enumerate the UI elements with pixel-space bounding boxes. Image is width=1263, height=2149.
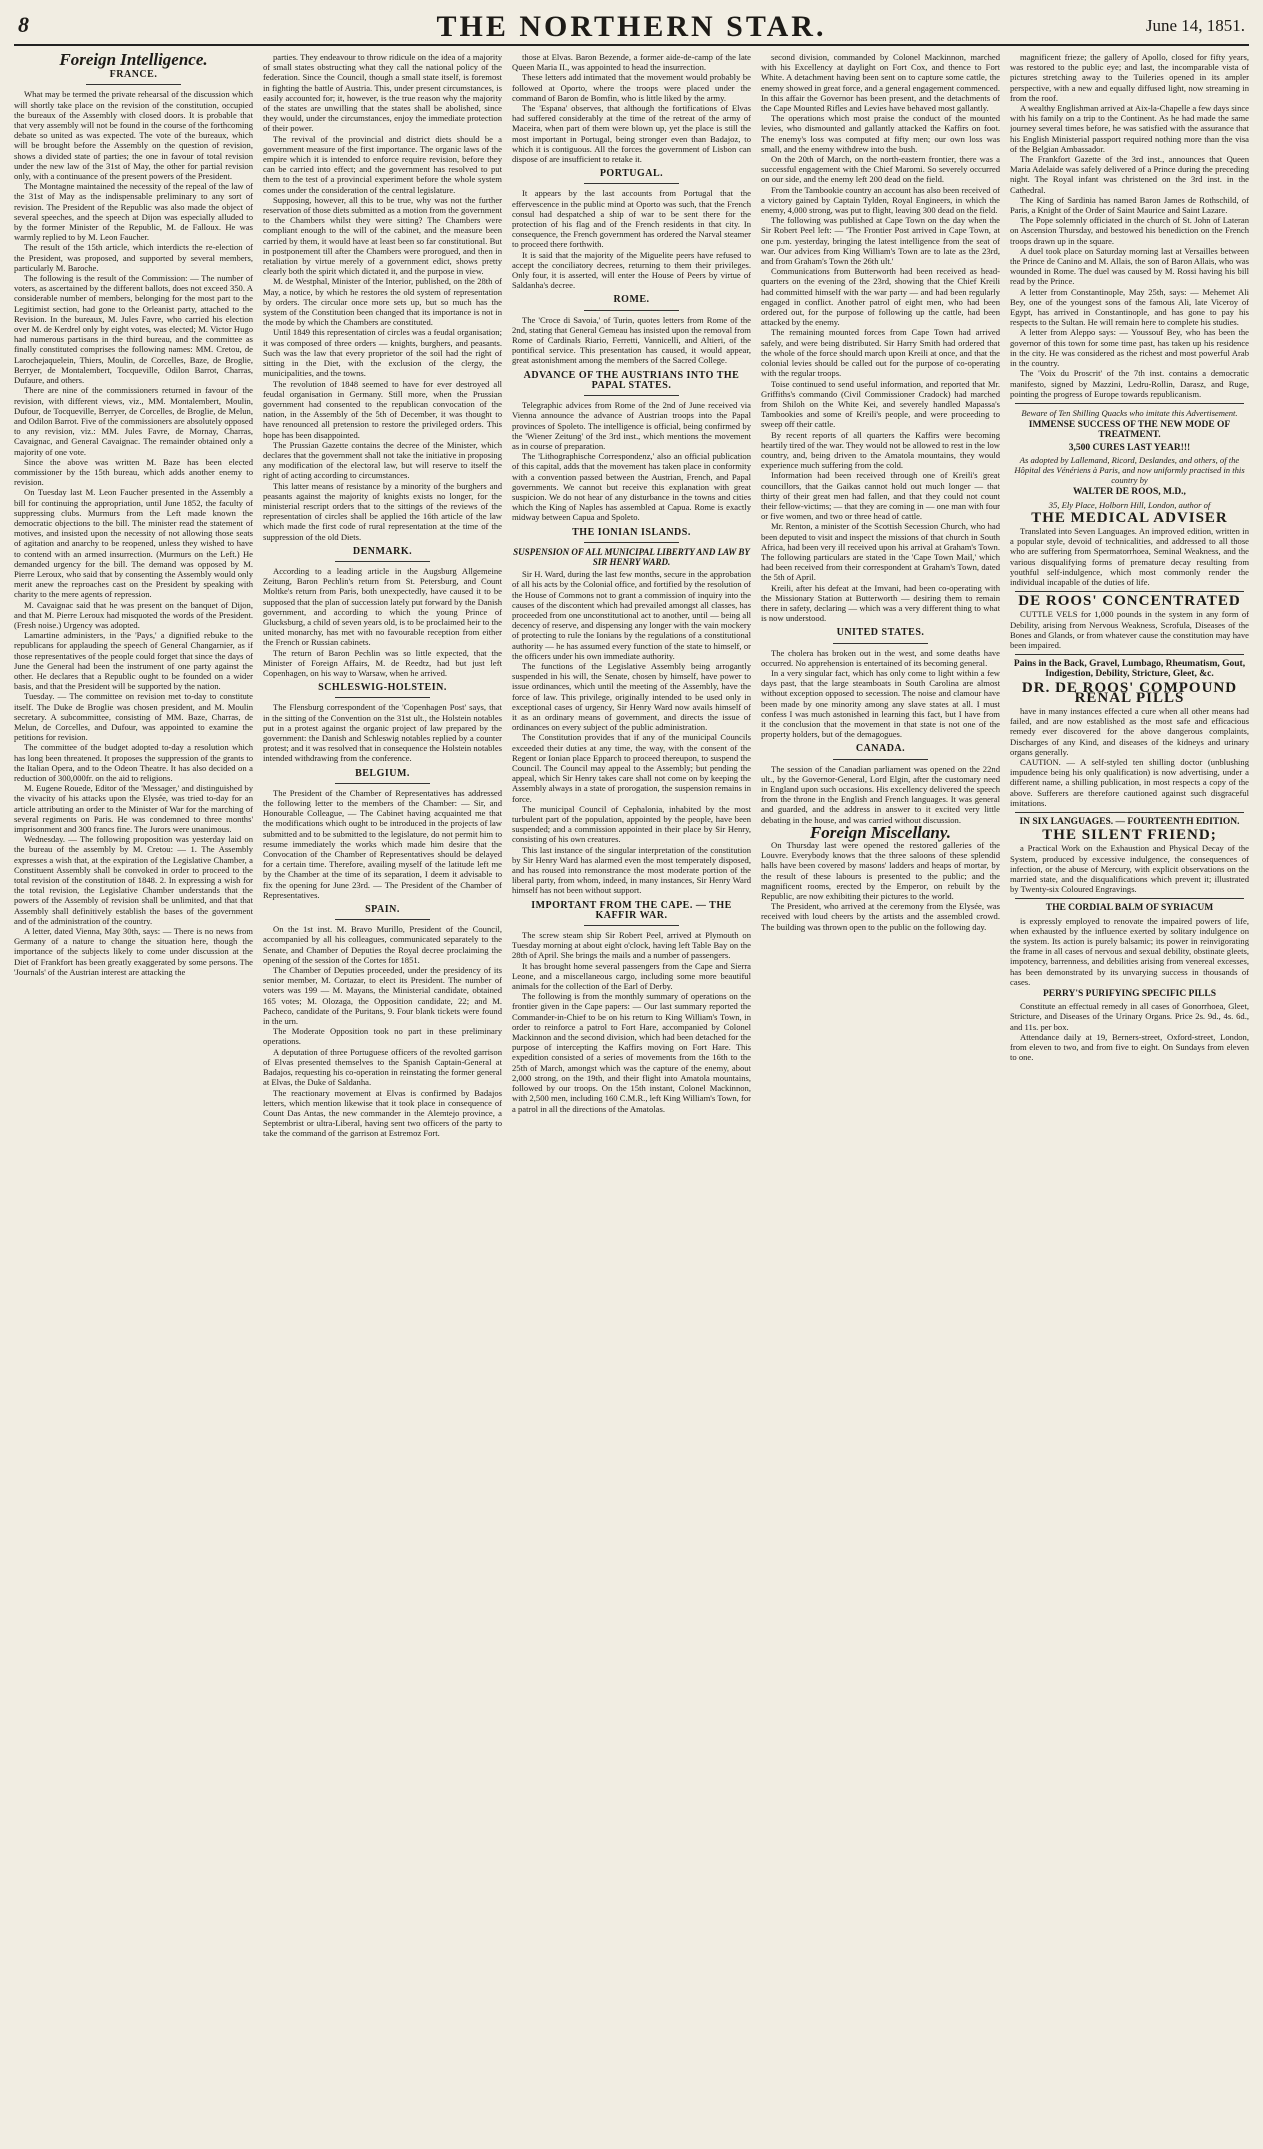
divider [335,561,431,562]
divider [584,925,680,926]
article-paragraph: Attendance daily at 19, Berners-street, Oxford-street, London, from eleven to two, and from five to eight. On Sundays from eleven to one. [1010,1031,1249,1063]
article-paragraph: Since the above was written M. Baze has been elected commissioner by the 15th bureau, which adds another enemy to revision. [14,456,253,488]
divider [86,84,182,85]
article-paragraph: The result of the 15th article, which interdicts the re-election of the President, was proposed, and supported by several members, particularly M. Baroche. [14,242,253,273]
article-paragraph: A wealthy Englishman arrived at Aix-la-Chapelle a few days since with his family on a trip to the Continent. As he had made the same journey several times before, he was satisfied with the assurance that his English Ministerial passport required nothing more than the visa of the Belgian Ambassador. [1010,103,1249,154]
column-grid [14,52,1249,2125]
newspaper-page [14,10,1249,2125]
ad-caps-line: PERRY'S PURIFYING SPECIFIC PILLS [1042,989,1217,1000]
section-heading: Foreign Miscellany. [809,822,952,842]
article-paragraph: M. Eugene Rouede, Editor of the 'Messager,' and distinguished by the vivacity of his attacks upon the Elysée, was tried to-day for an article attributing an order to the Minister of War for the marching of several regiments on Paris. He was condemned to three months' imprisonment and 300 francs fine. The Jurors were unanimous. [14,783,253,835]
article-headline: PORTUGAL. [599,168,664,180]
article-paragraph: According to a leading article in the Augsburg Allgemeine Zeitung, Baron Pechlin's return from St. Petersburg, and Count Moltke's return from Paris, both unexpectedly, have caused it to be supposed that the plan of succession lately put forward by the Danish government, and according to which the young Prince of Glucksburg, a child of seven years old, is to be proclaimed heir to the united monarchy, has met with no favourable reception from either the French or Russian cabinets. [263,565,502,648]
article-paragraph: A letter from Constantinople, May 25th, says: — Mehemet Ali Bey, one of the youngest sons of the famous Ali, late Viceroy of Egypt, has arrived in Constantinople, and has gone to pay his respects to the Sultan. He will remain here to complete his studies. [1010,286,1249,328]
article-headline: SPAIN. [365,904,400,916]
article-paragraph: The cholera has broken out in the west, and some deaths have occurred. No apprehension is entertained of its becoming general. [761,647,1000,668]
article-headline: BELGIUM. [355,767,410,779]
article-paragraph: Wednesday. — The following proposition was yesterday laid on the bureau of the assembly by M. Cretou: — 1. The Assembly expresses a wish that, at the expiration of the Legislative Chamber, a Constituent Assembly shall be convoked in order to proceed to the total revision of the constitution of 1848. 2. In expressing a wish for the total revision, the Legislative Chamber understands that the powers of the Assembly of revision shall be unlimited, and that that Assembly shall definitively establish the bases of the government and of the administration of the country. [14,834,253,926]
article-paragraph: A letter from Aleppo says: — Youssouf Bey, who has been the governor of this town for some time past, has taken up his residence in the city. He was considered as the richest and most powerful Arab in the country. [1010,327,1249,369]
article-paragraph: A deputation of three Portuguese officers of the revolted garrison of Elvas presented themselves to the Spanish Captain-General at Badajos, requesting his co-operation in reinstating the former general at Elvas, the Duke of Saldanha. [263,1046,502,1088]
article-paragraph: There are nine of the commissioners returned in favour of the revision, with different views, viz., MM. Montalembert, Moulin, Dufour, de Tocqueville, Berryer, de Corcelles, de Broglie, de Melun, and Odilon Barrot. Five of the commissioners are absolutely opposed to any revision, viz.: MM. Jules Favre, de Mornay, Charras, Cavaignac, and General Cavaignac. The remainder obtained only a majority of one vote. [14,385,253,457]
article-paragraph: On the 20th of March, on the north-eastern frontier, there was a successful engagement with the Chief Maromi. So severely occurred on our side, and the enemy left 200 dead on the field. [761,154,1000,185]
column-3 [512,52,751,2125]
ad-caps-line: IN SIX LANGUAGES. — FOURTEENTH EDITION. [1019,817,1240,828]
article-paragraph: The committee of the budget adopted to-day a resolution which has long been threatened. It proposes the suppression of the grants to the Italian Opera, and to the Odeon Theatre. It has also decided on a reduction of 300,000fr. on the aid to religions. [14,742,253,784]
article-paragraph: CUTTLE VELS for 1,000 pounds in the system in any form of Debility, arising from Nervous Weakness, Scrofula, Diseases of the Bones and Glands, or from whatever cause the constitution may have been impaired. [1010,609,1249,650]
article-paragraph: The President of the Chamber of Representatives has addressed the following letter to the members of the Chamber: — Sir, and Honourable Colleague, — The Cabinet having acquainted me that the modifications which ought to be introduced in the projects of law submitted and to be submitted to the legislature, do not permit him to resume immediately the works which made him desire that the Convocation of the Chamber of Representatives should be delayed for a certain time. Therefore, availing myself of the latitude left me by the Chamber at the time of its separation, I deem it advisable to fix the opening for June 23rd. — The President of the Chamber of Representatives. [263,787,502,900]
divider [584,395,680,396]
article-paragraph: The following was published at Cape Town on the day when the Sir Robert Peel left: — 'The Frontier Post arrived in Cape Town, at one p.m. yesterday, bringing the latest intelligence from the seat of war. Our advices from King William's Town are to late as the 23rd, and from Graham's Town the 26th ult.' [761,215,1000,267]
article-paragraph: In a very singular fact, which has only come to light within a few days past, that the large steamboats in South Carolina are almost without exception opposed to secession. The noise and clamour have been made by one minority among any slave states at all. I must confess I was much astonished in learning this fact, but I have from it the conclusion that the movement in that state is not one of the property holders, but of the demagogues. [761,667,1000,740]
divider [1015,403,1244,404]
article-headline: THE IONIAN ISLANDS. [572,526,691,538]
divider [584,310,680,311]
article-paragraph: From the Tambookie country an account has also been received of a victory gained by Captain Tylden, Royal Engineers, in which the enemy, 4,000 strong, was put to flight, leaving 300 dead on the field. [761,184,1000,216]
issue-date: June 14, 1851. [1145,16,1245,35]
divider [1015,591,1244,592]
article-subheadline: SUSPENSION OF ALL MUNICIPAL LIBERTY AND LAW BY SIR HENRY WARD. [513,546,750,567]
section-heading: Foreign Intelligence. [59,52,208,69]
article-paragraph: A duel took place on Saturday morning last at Versailles between the Prince de Canino and M. Allais, the son of Baron Allais, who was wounded in Rome. The duel was caused by M. Rossi having his bill read by the Prince. [1010,245,1249,287]
article-paragraph: The 'Voix du Proscrit' of the 7th inst. contains a democratic manifesto, signed by Mazzini, Ledru-Rollin, Darasz, and Ruge, pointing the progress of Europe towards republicanism. [1010,368,1249,399]
article-paragraph: What may be termed the private rehearsal of the discussion which will shortly take place on the revision of the constitution, occupied the bureaux of the Assembly with closed doors. It is probable that that very assembly will not be found in the course of the forthcoming debate so united as was expected. The vote of the bureaux, which will be brought before the Assembly on the question of revision, shows a divided state of parties; the one in favour of total revision under the new law of the 31st of May, the other for partial revision only, with a continuance of the present powers of the President. [14,89,253,182]
ad-title: DR. DE ROOS' COMPOUND RENAL PILLS [1021,679,1238,706]
article-paragraph: Sir H. Ward, during the last few months, secure in the approbation of all his acts by the Colonial office, and fortified by the resolution of the House of Commons not to grant a commission of inquiry into the causes of the discontent which had prevailed amongst all classes, has proceeded from one unconstitutional act to another, until — being all decency of reserve, and dispensing any longer with the vain mockery of protecting to rule the Ionians by the regulations of a constitutional authority — he has assumed every function of the state to himself, or the officers under his own immediate authority. [512,569,751,661]
article-paragraph: The revolution of 1848 seemed to have for ever destroyed all feudal organisation in Germany. Still more, when the Prussian government had consented to the republican convocation of the nation, in the Assembly of the 5th of December, it was thought to have renounced all pretension to restore the privileged orders. This hope has been disappointed. [263,378,502,440]
article-paragraph: CAUTION. — A self-styled ten shilling doctor (unblushing impudence being his only qualification) is now advertising, under a different name, a shilling publication, in most respects a copy of the above. Sufferers are therefore cautioned against such disgraceful imitations. [1010,757,1249,808]
ad-title: THE SILENT FRIEND; [1042,827,1217,844]
article-paragraph: The Frankfort Gazette of the 3rd inst., announces that Queen Maria Adelaide was safely delivered of a Prince during the preceding night. The Royal infant was christened on the 3rd inst. in the Cathedral. [1010,154,1249,195]
article-paragraph: The Flensburg correspondent of the 'Copenhagen Post' says, that in the sitting of the Convention on the 31st ult., the Holstein notables put in a protest against the organic project of law prepared by the government: the Danish and Schleswig notables replied by a counter protest; and it was resolved that in consequence the Holstein notables intended withdrawing from the conference. [263,702,502,764]
article-headline: DENMARK. [352,545,413,557]
divider [1015,654,1244,655]
masthead [14,10,1249,46]
column-5-advertisements [1010,52,1249,2125]
article-paragraph: Information had been received through one of Kreili's great councillors, that the Gaikas cannot hold out much longer — that thirty of their great men had fallen, and that they could not count their fellow-victims; — that they are coming in — one man with four or five women, and two or three head of cattle. [761,470,1000,522]
article-paragraph: M. de Westphal, Minister of the Interior, published, on the 28th of May, a notice, by which he restores the old system of representation by orders. The circular once more sets up, but so much has the system of the Constitution been changed that its importance is not in the mode by which the Chambers are constituted. [263,276,502,328]
divider [833,759,929,760]
article-paragraph: A letter, dated Vienna, May 30th, says: — There is no news from Germany of a nature to change the situation here, though the importance of the subjects likely to come under discussion at the Diet of Frankfort has been greatly exaggerated by some persons. The 'Journals' of the Austrian interest are attacking the [14,926,253,977]
article-paragraph: The Montagne maintained the necessity of the repeal of the law of the 31st of May as the indispensable preliminary to any sort of revision. The President of the Republic was also made the object of several speeches, and the speech at Dijon was especially alluded to by the former Minister of the Republic, M. de Falloux. He was warmly replied to by M. Leon Faucher. [14,181,253,243]
ad-caps-line: Pains in the Back, Gravel, Lumbago, Rheumatism, Gout, Indigestion, Debility, Stricture, Gleet, &c. [1013,659,1246,680]
article-paragraph: The 'Croce di Savoia,' of Turin, quotes letters from Rome of the 2nd, stating that General Gemeau has insisted upon the removal from Rome of Cardinals Riario, Ferretti, Vannicelli, and Altieri, of the pontifical service. This presentation has caused, it would appear, great astonishment among the members of the Sacred College. [512,314,751,366]
article-paragraph: The President, who arrived at the ceremony from the Elysée, was received with loud cheers by the artists and the assembled crowd. The building was thrown open to the public on the following day. [761,901,1000,932]
article-paragraph: parties. They endeavour to throw ridicule on the idea of a majority of small states obstructing what they call the national policy of the federation. Since the Council, though a small state itself, is foremost in fighting the battle of Austria. This, under present circumstances, is easily accounted for; it, however, is the true reason why the majority of the states are unwilling that the states shall be abolished, since they would, under the circumstances, enjoy the immediate protection of their power. [263,52,502,134]
article-paragraph: is expressly employed to renovate the impaired powers of life, when exhausted by the influence exerted by solitary indulgence on the system. Its action is purely balsamic; its power in reinvigorating the frame in all cases of nervous and sexual debility, obstinate gleets, impotency, barrenness, and debilities arising from venereal excesses, has been demonstrated by its unvarying success in thousands of cases. [1010,915,1249,987]
article-paragraph: The reactionary movement at Elvas is confirmed by Badajos letters, which mention likewise that it took place in consequence of Count Das Antas, the new commander in the Alemtejo province, a Septembrist or ultra-Liberal, having sent two officers of the party to take the command of the garrison at Estremoz Fort. [263,1087,502,1139]
article-paragraph: a Practical Work on the Exhaustion and Physical Decay of the System, produced by excessive indulgence, the consequences of infection, or the abuse of Mercury, with explicit observations on the married state, and the disqualifications which prevent it; illustrated by Twenty-six Coloured Engravings. [1010,843,1249,895]
article-paragraph: This latter means of resistance by a minority of the burghers and peasants against the majority of knights exists no longer, for the ministerial rescript orders that to the sittings of the reviews of the representation of circles shall be applied the 16th article of the law which made the first code of rural representation at the time of the suppression of the old Diets. [263,480,502,542]
article-paragraph: It is said that the majority of the Miguelite peers have refused to accept the conciliatory decrees, returning to them their privileges. Only four, it is asserted, will enter the House of Peers by virtue of Saldanha's decree. [512,249,751,291]
ad-italic-line: Beware of Ten Shilling Quacks who imitate this Advertisement. [1021,407,1238,418]
article-paragraph: have in many instances effected a cure when all other means had failed, and are now established as the most safe and efficacious remedy ever discovered for the above dangerous complaints, Discharges of any Kind, and diseases of the kidneys and urinary organs generally. [1010,705,1249,757]
divider [584,542,680,543]
article-headline: ROME. [613,294,650,306]
article-headline: ADVANCE OF THE AUSTRIANS INTO THE PAPAL STATES. [523,369,740,391]
ad-title: DE ROOS' CONCENTRATED [1018,593,1241,610]
column-4 [761,52,1000,2125]
article-headline: CANADA. [855,743,906,755]
article-paragraph: On Thursday last were opened the restored galleries of the Louvre. Everybody knows that the three saloons of these splendid halls have been covered by masons' ladders and heaps of mortar, by the result of these labours is presented to the public; and the magnificent rooms, erected by the Emperor, on rebuilt by the Republic, are now exhibiting their pictures to the world. [761,840,1000,902]
article-paragraph: Until 1849 this representation of circles was a feudal organisation; it was composed of three orders — knights, burghers, and peasants. Such was the law that every proprietor of the soil had the right of sitting in the Diet, with the exclusion of the clergy, the municipalities, and the towns. [263,327,502,379]
article-paragraph: By recent reports of all quarters the Kaffirs were becoming heartily tired of the war. They would not be allowed to rest in the low country, and, being driven to the Amatola mountains, they would experience much suffering from the cold. [761,429,1000,471]
ad-caps-line: THE CORDIAL BALM OF SYRIACUM [1045,903,1214,914]
article-paragraph: Tuesday. — The committee on revision met to-day to constitute itself. The Duke de Broglie was chosen president, and M. Moulin secretary. A subcommittee, consisting of MM. Baze, Charras, de Melun, de Corcelles, and Dufour, was appointed to examine the petitions for revision. [14,691,253,743]
ad-title: THE MEDICAL ADVISER [1031,509,1228,526]
newspaper-title: THE NORTHERN STAR. [436,10,827,43]
article-paragraph: The remaining mounted forces from Cape Town had arrived safely, and were being distributed. Sir Harry Smith had ordered that the whole of the force should march upon Kreili at once, and that the colonial levies should be called out for the purpose of co-operating with the regular troops. [761,327,1000,379]
article-paragraph: The session of the Canadian parliament was opened on the 22nd ult., by the Governor-General, Lord Elgin, after the customary need in England upon such occasions. His excellency delivered the speech from the throne in the English and French languages. It was general and guarded, and the address in answer to it excited very little debating in the house, and was carried without discussion. [761,763,1000,825]
article-paragraph: On the 1st inst. M. Bravo Murillo, President of the Council, accompanied by all his colleagues, communicated separately to the Senate, and Chamber of Deputies the Royal decree proclaiming the opening of the session of the Cortes for 1851. [263,924,502,965]
article-paragraph: Mr. Renton, a minister of the Scottish Secession Church, who had been deputed to visit and inspect the missions of that church in South Africa, had been very ill received upon his arrival at Graham's Town. The following particulars are stated in the 'Cape Town Mail,' which had been received from their correspondent at Graham's Town, dated the 5th of April. [761,521,1000,583]
article-headline: SCHLESWIG-HOLSTEIN. [318,682,447,694]
article-paragraph: Kreili, after his defeat at the Imvani, had been co-operating with the Missionary Station at Butterworth — desiring them to remain there in safety, declaring — which was a very different thing to what is now understood. [761,582,1000,624]
article-paragraph: The municipal Council of Cephalonia, inhabited by the most turbulent part of the population, appointed by the people, have been suspended; and a commission appointed in their place by Sir Henry, consisting of his own creatures. [512,803,751,845]
column-1 [14,52,253,2125]
article-paragraph: The 'Espana' observes, that although the fortifications of Elvas had suffered considerably at the time of the retreat of the army of Maceira, when part of them were blown up, yet the place is still the most important in Portugal, being stronger even than Badajoz, to which it is contiguous. All the forces the government of Lisbon can dispose of are insufficient to retake it. [512,103,751,165]
article-paragraph: The Pope solemnly officiated in the church of St. John of Lateran on Ascension Thursday, and bestowed his benediction on the French troops drawn up in the square. [1010,215,1249,246]
article-paragraph: This last instance of the singular interpretation of the constitution by Sir Henry Ward has alarmed even the most temperately disposed, and has roused into remonstrance the most moderate portion of the liberal party, from whom, indeed, in many instances, Sir Henry Ward himself has not been without support. [512,844,751,896]
article-paragraph: The following is from the monthly summary of operations on the frontier given in the Cape papers: — Our last summary reported the Commander-in-Chief to be on his return to King William's Town, in order to reinforce a patrol to Fort Hare, accompanied by Colonel Mackinnon and the second division, which had been detached for the purpose of intercepting the Kaffirs moving on Fort Hare. This expedition consisted of a series of movements from the 16th to the 25th of March, amongst which was the capture of the enemy, about 2,000 strong, on the 19th, and their flight into Amatola mountains, followed by our troops. On the 15th instant, Colonel Mackinnon, with 2,500 men, including 160 C.M.R., left King William's Town, for a patrol in all the directions of the Amatolas. [512,991,751,1114]
page-number: 8 [18,12,29,37]
article-paragraph: Toise continued to send useful information, and reported that Mr. Griffiths's commando (Civil Commissioner Cradock) had marched from Shiloh on the White Kei, and severely handled Mapassa's Tambookies and some of Kreili's people, and were proceeding to sweep off their cattle. [761,378,1000,430]
ad-italic-line: 35, Ely Place, Holborn Hill, London, author of [1048,499,1211,510]
article-paragraph: Telegraphic advices from Rome of the 2nd of June received via Vienna announce the advance of Austrian troops into the Papal provinces of Spoleto. The intelligence is official, being confirmed by the 'Wiener Zeitung' of the 3rd inst., which mentions the movement as in course of preparation. [512,400,751,451]
article-headline: FRANCE. [109,69,158,81]
article-paragraph: The Prussian Gazette contains the decree of the Minister, which declares that the government shall not take the initiative in proposing any modification of the electoral law, but will reserve to itself the right of acting according to circumstances. [263,439,502,481]
article-paragraph: The return of Baron Pechlin was so little expected, that the Minister of Foreign Affairs, M. de Reedtz, had but just left Copenhagen, on his way to Warsaw, when he arrived. [263,647,502,678]
article-paragraph: Translated into Seven Languages. An improved edition, written in a popular style, devoid of technicalities, and addressed to all those who are suffering from Spermatorrhoea, Seminal Weakness, and the various disqualifying forms of premature decay resulting from youthful self-indulgence, which most commonly render the individual incapable of the duties of life. [1010,525,1249,587]
article-paragraph: Supposing, however, all this to be true, why was not the further reservation of those diets submitted as a motion from the government to the Chambers whilst they were sitting? The Chambers were compliant enough to the will of the cabinet, and the measure been carried by them, it would have at least been so far constitutional. But in postponement till after the Chambers were prorogued, and then in retaliation by virtue merely of a government edict, shows pretty clearly both the spirit which dictated it, and the purpose in view. [263,194,502,277]
article-paragraph: those at Elvas. Baron Bezende, a former aide-de-camp of the late Queen Maria II., was appointed to head the insurrection. [512,52,751,73]
ad-caps-line: WALTER DE ROOS, M.D., [1073,487,1186,498]
article-paragraph: The King of Sardinia has named Baron James de Rothschild, of Paris, a Knight of the Order of Saint Maurice and Saint Lazare. [1010,194,1249,216]
divider [335,783,431,784]
article-paragraph: The Constitution provides that if any of the municipal Councils exceeded their duties at any time, the way, with the consent of the Regent or Ionian place Epparch to proceed thereupon, to suspend the Council. The Council may appeal to the Assembly; but pending the appeal, which Sir Henry takes care shall not come on by keeping the Assembly always in a state of prorogation, the suspension remains in force. [512,732,751,804]
article-paragraph: The Chamber of Deputies proceeded, under the presidency of its senior member, M. Cortazar, to elect its President. The number of voters was 199 — M. Mayans, the Ministerial candidate, obtained 165 votes; M. Olozaga, the Opposition candidate, 22; and M. Pacheco, candidate of the Puritans, 9. Four blank tickets were found in the urn. [263,965,502,1027]
article-paragraph: Constitute an effectual remedy in all cases of Gonorrhoea, Gleet, Stricture, and Diseases of the Urinary Organs. Price 2s. 9d., 4s. 6d., and 11s. per box. [1010,1001,1249,1032]
ad-italic-line: As adopted by Lallemand, Ricord, Deslandes, and others, of the Hôpital des Vénériens à Paris, and now uniformly practised in this country by [1014,454,1245,486]
divider [833,643,929,644]
article-headline: IMPORTANT FROM THE CAPE. — THE KAFFIR WAR. [531,899,732,921]
article-paragraph: The Moderate Opposition took no part in these preliminary operations. [263,1026,502,1047]
article-paragraph: The following is the result of the Commission: — The number of voters, as ascertained by the different ballots, does not exceed 350. A considerable number of members, belonging for the most part to the Legitimist section, had gone to the Orleanist party, attached to the Revision. In the bureaux, M. Jules Favre, who carried his election over M. de Kerdrel only by eight votes, was elected; M. Victor Hugo had numerous partisans in the third bureau, and the committee as finally constituted comprises the following names: MM. Cretou, de Larochejaquelein, Thiers, Moulin, de Corcelles, Baze, de Broglie, Berryer, de Montalembert, Tocqueville, Odilon Barrot, Charras, Dufaure, and others. [14,273,253,386]
article-headline: UNITED STATES. [836,627,925,639]
article-paragraph: The functions of the Legislative Assembly being arrogantly suspended in his will, the Senate, chosen by himself, have power to issue ordinances, which until the meeting of the Assembly, have the force of law. This privilege, originally intended to be used only in exceptional cases of urgency, Sir Henry Ward now avails himself of it as an ordinary means of government, and directs the issue of ordinances on every subject of the public administration. [512,660,751,733]
article-paragraph: The 'Lithographische Correspondenz,' also an official publication of this capital, adds that the movement has taken place in conformity with a convention passed between the Austrian, French, and Papal governments. We cannot but receive this explanation with great suspicion. We do not hear of any disturbance in the towns and cities which the King of Naples has assembled at Capua. Rome is exactly midway between Capua and Spoleto. [512,451,751,523]
divider [1015,812,1244,813]
column-2 [263,52,502,2125]
article-paragraph: The revival of the provincial and district diets should be a government measure of the first importance. The organic laws of the empire which it is intended to enforce require revision, before they can be carried into effect; and the government has resolved to put them to the test of a provincial experiment before the whole system comes under the consideration of the central legislature. [263,133,502,195]
divider [1015,898,1244,899]
divider [335,697,431,698]
ad-caps-line: IMMENSE SUCCESS OF THE NEW MODE OF TREATMENT. [1028,420,1231,441]
article-paragraph: The operations which most praise the conduct of the mounted levies, who dismounted and gallantly attacked the Kaffirs on foot. The enemy's loss was computed at fifty men; our own loss was small, and the enemy withdrew into the bush. [761,113,1000,154]
divider [335,919,431,920]
article-paragraph: M. Cavaignac said that he was present on the banquet of Dijon, and that M. Pierre Leroux had misquoted the words of the President. (Fresh noise.) Urgency was adopted. [14,599,253,630]
article-paragraph: Communications from Butterworth had been received as head-quarters on the evening of the 23rd, showing that the Chief Kreili had committed himself with the war party — and had been regularly engaged in conflict. Another patrol of eight men, who had been ordered out, for the purpose of following up the cattle, had been attacked by the enemy. [761,266,1000,328]
ad-caps-line: 3,500 CURES LAST YEAR!!! [1068,442,1191,453]
article-paragraph: On Tuesday last M. Leon Faucher presented in the Assembly a bill for continuing the appropriation, until June 1852, the faculty of suppressing clubs. Murmurs from the Left made known the democratic objections to the bill. The minister read the statement of motives, and insisted upon the necessity of not allowing those seats of agitation and anarchy to be reopened, unless they wished to have to contend with an armed insurrection. (Murmurs on the Left.) He demanded urgency for the bill. The demand was opposed by M. Pierre Leroux, who said that by consenting the Assembly would only merit anew the reproaches cast on the President by speaking with charity to the mere agents of repression. [14,487,253,600]
article-paragraph: magnificent frieze; the gallery of Apollo, closed for fifty years, was restored to the public eye; and last, the incomparable vista of pictures stretching away to the Tuileries opened in its ampler perspective, with a new and equally diffused light, now streaming in from the roof. [1010,52,1249,103]
article-paragraph: It has brought home several passengers from the Cape and Sierra Leone, and a miscellaneous cargo, including some more beautiful animals for the collection of the Earl of Derby. [512,960,751,992]
article-paragraph: Lamartine administers, in the 'Pays,' a dignified rebuke to the republicans for applauding the speech of General Changarnier, as if those representatives of the people could forget that since the days of June the General had been the instrument of one party against the other. He declares that a Republic ought to be founded on a wider basis, and that the President will be supported by the nation. [14,630,253,692]
article-paragraph: second division, commanded by Colonel Mackinnon, marched with his Excellency at daylight on Fort Cox, and thence to Fort White. A detachment having been sent on to capture some cattle, the enemy showed in great force, and a general engagement commenced. In this affair the Governor has been present, and the detachments of the Cape Mounted Rifles and Levies have behaved most gallantly. [761,52,1000,114]
article-paragraph: These letters add intimated that the movement would probably be followed at Oporto, where the troops were placed under the command of Baron de Bomfin, who is little liked by the army. [512,72,751,103]
article-paragraph: The screw steam ship Sir Robert Peel, arrived at Plymouth on Tuesday morning at about eight o'clock, having left Table Bay on the 28th of April. She brings the mails and a number of passengers. [512,930,751,961]
article-paragraph: It appears by the last accounts from Portugal that the effervescence in the public mind at Oporto was such, that the French consul had despatched a ship of war to be sent there for the protection of his flag and of the French residents in that city. In consequence, the French government has ordered the Narval steamer to proceed there forthwith. [512,188,751,250]
divider [584,183,680,184]
